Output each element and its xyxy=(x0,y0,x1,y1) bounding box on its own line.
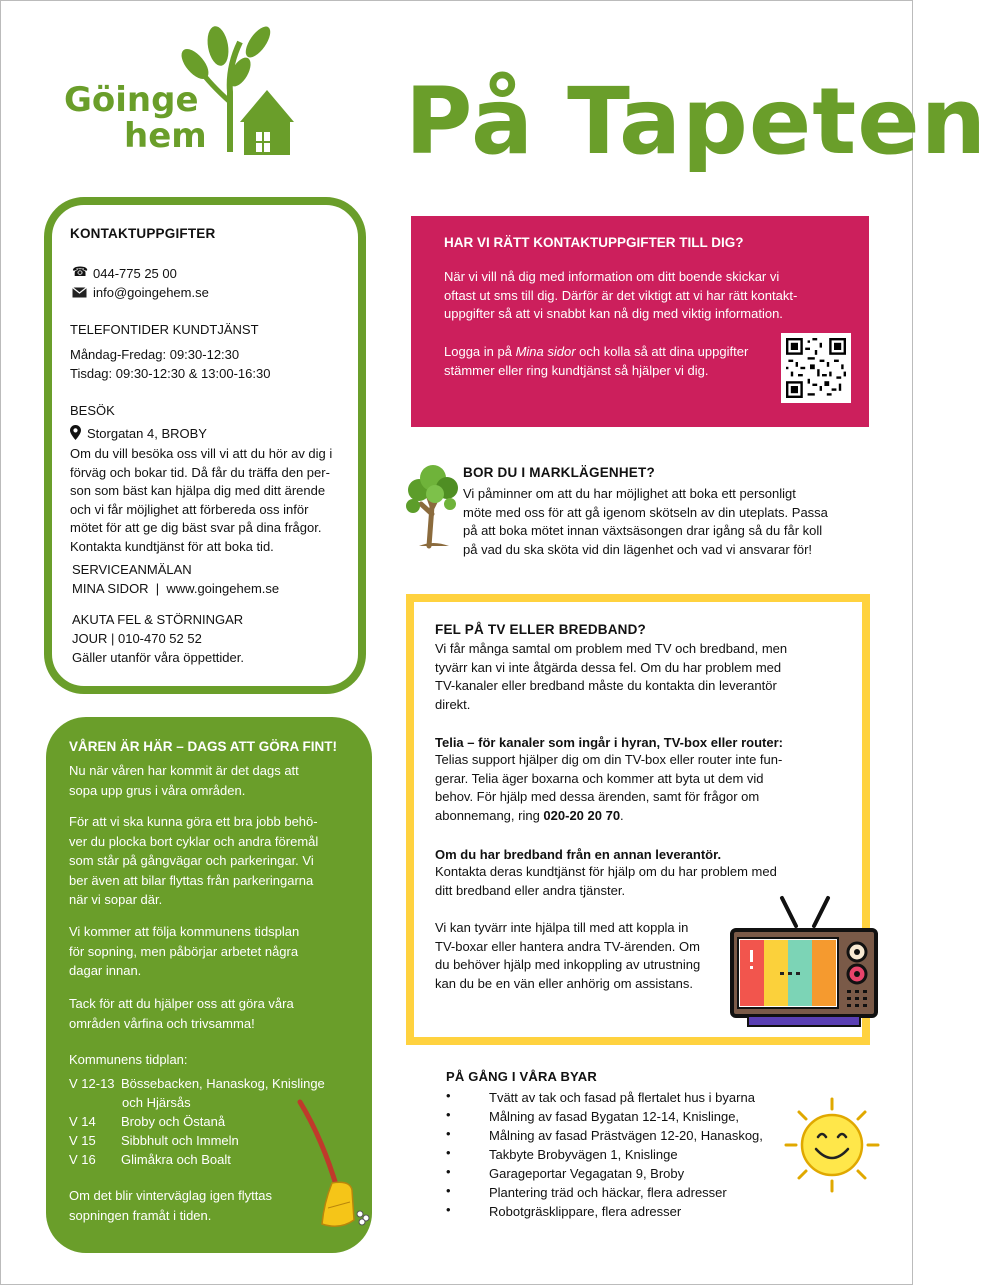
spring-p4 xyxy=(69,994,294,1033)
spring-line: sopa upp grus i våra områden. xyxy=(69,782,246,798)
tv-line: Vi får många samtal om problem med TV och bredband, men xyxy=(435,641,788,656)
tv-heading: FEL PÅ TV ELLER BREDBAND? xyxy=(435,622,647,637)
village-item-text: Tvätt av tak och fasad på flertalet hus i byarna xyxy=(489,1090,755,1105)
village-item-text: Robotgräsklippare, flera adresser xyxy=(489,1204,682,1219)
bullet-icon: • xyxy=(446,1164,451,1179)
tv-line: Telias support hjälper dig om din TV-box eller router inte fun- xyxy=(435,752,783,767)
spring-line: För att vi ska kunna göra ett bra jobb behö- xyxy=(69,814,318,829)
schedule-week: V 15 xyxy=(69,1133,96,1148)
tv-line: kan du be en vän eller anhörig om assistans. xyxy=(435,975,693,991)
mark-line: möte med oss för att gå igenom skötseln av din uteplats. Passa xyxy=(463,504,828,520)
logo xyxy=(60,22,305,162)
tree-icon xyxy=(405,460,461,550)
tv-p1 xyxy=(435,640,787,714)
mark-line: Vi påminner om att du har möjlighet att boka ett personligt xyxy=(463,486,796,501)
page-title: På Tapeten xyxy=(405,68,987,175)
service-line[interactable]: MINA SIDOR | www.goingehem.se xyxy=(72,581,280,596)
bullet-icon: • xyxy=(446,1126,451,1141)
tv-line: Vi kan tyvärr inte hjälpa till med att koppla in xyxy=(435,920,689,935)
visit-line: Kontakta kundtjänst för att boka tid. xyxy=(70,538,274,554)
spring-p1 xyxy=(69,761,299,800)
hours-line1: Måndag-Fredag: 09:30-12:30 xyxy=(70,347,240,362)
tv-line: du behöver hjälp med inkoppling av utrustning xyxy=(435,957,701,972)
schedule-places: Sibbhult och Immeln xyxy=(121,1133,239,1148)
phone-number[interactable]: 044-775 25 00 xyxy=(93,266,177,281)
villages-heading: PÅ GÅNG I VÅRA BYAR xyxy=(446,1069,597,1084)
hours-heading: TELEFONTIDER KUNDTJÄNST xyxy=(70,322,259,337)
bullet-icon: • xyxy=(446,1107,451,1122)
spring-line: Om det blir vinterväglag igen flyttas xyxy=(69,1188,273,1203)
tv-line: direkt. xyxy=(435,696,471,712)
pink-p2-line2: stämmer eller ring kundtjänst så hjälper vi dig. xyxy=(444,362,709,378)
logo-line1: Göinge xyxy=(64,80,199,120)
urgent-heading: AKUTA FEL & STÖRNINGAR xyxy=(72,612,244,627)
visit-heading: BESÖK xyxy=(70,403,115,418)
tv-line xyxy=(435,807,782,826)
spring-line: Nu när våren har kommit är det dags att xyxy=(69,763,299,778)
tv-line: behov. För hjälp med dessa ärenden, samt för frågor om xyxy=(435,789,760,804)
spring-line: när vi sopar där. xyxy=(69,892,163,907)
spring-heading: VÅREN ÄR HÄR – DAGS ATT GÖRA FINT! xyxy=(69,739,337,754)
tv-line: Kontakta deras kundtjänst för hjälp om du har problem med xyxy=(435,864,777,879)
schedule-places: Broby och Östanå xyxy=(121,1114,226,1129)
village-item-text: Takbyte Brobyvägen 1, Knislinge xyxy=(489,1147,678,1162)
pink-heading: HAR VI RÄTT KONTAKTUPPGIFTER TILL DIG? xyxy=(444,235,744,250)
village-item-text: Målning av fasad Bygatan 12-14, Knislinge, xyxy=(489,1109,740,1124)
pink-line: När vi vill nå dig med information om ditt boende skickar vi xyxy=(444,269,780,284)
qr-pattern xyxy=(786,338,846,398)
bullet-icon: • xyxy=(446,1145,451,1160)
phone-icon: ☎ xyxy=(72,264,89,279)
spring-line: dagar innan. xyxy=(69,963,142,978)
visit-line: förväg och bokar tid. Då får du träffa den per- xyxy=(70,464,330,480)
mark-text xyxy=(463,485,828,559)
spring-line: ber även att bilar flyttas från parkeringarna xyxy=(69,872,314,888)
tv-line: tyvärr kan vi inte åtgärda dessa fel. Om du har problem med xyxy=(435,659,782,675)
visit-text xyxy=(70,445,332,557)
bullet-icon: • xyxy=(446,1183,451,1198)
bullet-icon: • xyxy=(446,1088,451,1103)
visit-line: mötet för att ge dig bäst svar på dina frågor. xyxy=(70,520,322,536)
urgent-note: Gäller utanför våra öppettider. xyxy=(72,650,244,665)
tv-text: . xyxy=(620,807,624,823)
pink-p1 xyxy=(444,268,797,324)
contact-heading: KONTAKTUPPGIFTER xyxy=(70,226,216,241)
logo-line2: hem xyxy=(124,116,207,156)
village-item-text: Målning av fasad Prästvägen 12-20, Hanaskog, xyxy=(489,1128,763,1143)
tv-line: TV-kanaler eller bredband måste du kontakta din leverantör xyxy=(435,678,777,693)
spring-line: områden vårfina och trivsamma! xyxy=(69,1015,255,1031)
pink-text: Logga in på xyxy=(444,344,516,359)
mina-sidor-link[interactable]: Mina sidor xyxy=(515,344,576,359)
mark-heading: BOR DU I MARKLÄGENHET? xyxy=(463,465,655,480)
tv-last xyxy=(435,919,700,993)
tv-line: gerar. Telia äger boxarna och kommer att byta ut dem vid xyxy=(435,770,764,786)
tv-text: abonnemang, ring xyxy=(435,807,544,823)
spring-line: för sopning, men påbörjar arbetet några xyxy=(69,943,299,959)
spring-p2 xyxy=(69,812,318,910)
envelope-icon xyxy=(72,287,87,298)
visit-line: son som bäst kan hjälpa dig med ditt ärende xyxy=(70,483,326,499)
telia-heading: Telia – för kanaler som ingår i hyran, TV-box eller router: xyxy=(435,735,783,750)
bullet-icon: • xyxy=(446,1202,451,1217)
pink-line: uppgifter så att vi snabbt kan nå dig med viktig information. xyxy=(444,306,783,321)
mark-line: på vad du ska sköta vid din lägenhet och vad vi ansvarar för! xyxy=(463,541,813,557)
mark-line: på att boka mötet innan växtsäsongen drar igång så du får koll xyxy=(463,523,823,538)
tv-icon xyxy=(728,896,878,1030)
other-text xyxy=(435,863,777,900)
other-heading: Om du har bredband från en annan leverantör. xyxy=(435,847,722,862)
hours-line2: Tisdag: 09:30-12:30 & 13:00-16:30 xyxy=(70,366,271,381)
pink-p2 xyxy=(444,343,748,380)
village-item-text: Plantering träd och häckar, flera adresser xyxy=(489,1185,727,1200)
telia-phone[interactable]: 020-20 20 70 xyxy=(543,807,621,823)
location-pin-icon xyxy=(70,425,81,440)
visit-line: och vi får möjlighet att förbereda oss inför xyxy=(70,501,309,517)
village-item-text: Garageportar Vegagatan 9, Broby xyxy=(489,1166,685,1181)
pink-text: och kolla så att dina uppgifter xyxy=(575,344,749,359)
schedule-row xyxy=(69,1074,359,1093)
spring-line: som står på gångvägar och parkeringar. Vi xyxy=(69,853,314,868)
schedule-heading: Kommunens tidplan: xyxy=(69,1052,188,1067)
schedule-week: V 16 xyxy=(69,1152,96,1167)
spring-line: sopningen framåt i tiden. xyxy=(69,1207,212,1223)
schedule-places: Bössebacken, Hanaskog, Knislinge xyxy=(121,1076,325,1091)
tv-line: TV-boxar eller hantera andra TV-ärenden. Om xyxy=(435,938,700,954)
visit-line: Om du vill besöka oss vill vi att du hör av dig i xyxy=(70,446,333,461)
spring-line: ver du plocka bort cyklar och andra föremål xyxy=(69,833,319,849)
broom-icon xyxy=(292,1098,382,1238)
schedule-week: V 14 xyxy=(69,1114,96,1129)
spring-line: Vi kommer att följa kommunens tidsplan xyxy=(69,924,300,939)
telia-text xyxy=(435,751,782,825)
pink-line: oftast ut sms till dig. Därför är det viktigt att vi har rätt kontakt- xyxy=(444,287,798,303)
email-link[interactable]: info@goingehem.se xyxy=(93,285,209,300)
schedule-places: Glimåkra och Boalt xyxy=(121,1152,231,1167)
sun-icon xyxy=(782,1095,882,1195)
spring-footer xyxy=(69,1186,272,1225)
spring-p3 xyxy=(69,922,299,981)
spring-line: Tack för att du hjälper oss att göra våra xyxy=(69,996,294,1011)
service-heading: SERVICEANMÄLAN xyxy=(72,562,192,577)
tv-line: ditt bredband eller andra tjänster. xyxy=(435,882,626,898)
schedule-week: V 12-13 xyxy=(69,1076,115,1091)
schedule-places-cont: och Hjärsås xyxy=(122,1095,191,1110)
urgent-line[interactable]: JOUR | 010-470 52 52 xyxy=(72,631,202,646)
pink-p2-line1 xyxy=(444,343,748,362)
address: Storgatan 4, BROBY xyxy=(87,426,207,441)
qr-code-icon[interactable] xyxy=(781,333,851,403)
